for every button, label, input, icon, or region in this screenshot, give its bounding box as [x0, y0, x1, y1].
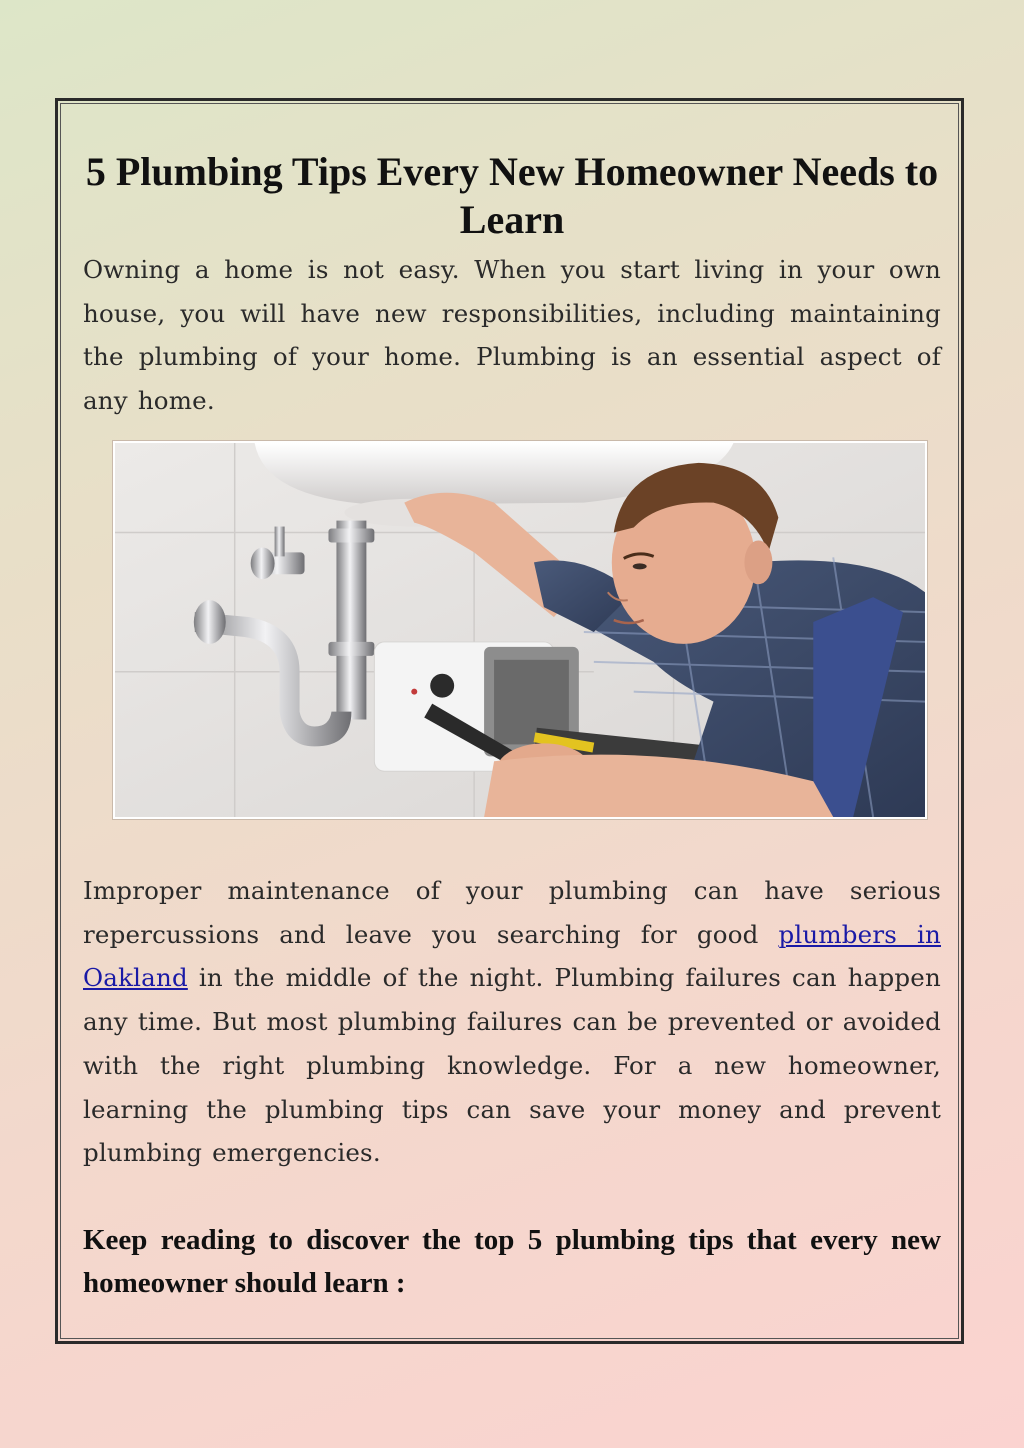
- body-paragraph: [83, 869, 941, 1175]
- article-title: 5 Plumbing Tips Every New Homeowner Needs to Learn: [85, 149, 939, 242]
- body-text-before-link: Improper maintenance of your plumbing can have serious repercussions and leave you searching for good: [83, 876, 941, 949]
- intro-paragraph: Owning a home is not easy. When you start living in your own house, you will have new responsibilities, including maintaining the plumbing of your home. Plumbing is an essential aspect of any home.: [83, 255, 941, 416]
- call-to-action-text: Keep reading to discover the top 5 plumbing tips that every new homeowner should learn :: [83, 1224, 941, 1299]
- body-text-after-link: in the middle of the night. Plumbing failures can happen any time. But most plumbing failures can be prevented or avoided with the right plumbing knowledge. For a new homeowner, learning the plumbing tips can save your money and prevent plumbing emergencies.: [83, 963, 941, 1168]
- plumber-illustration: [115, 443, 925, 817]
- plumber-photo: [112, 440, 928, 820]
- plumbers-in-oakland-link[interactable]: plumbers in Oakland: [83, 919, 941, 993]
